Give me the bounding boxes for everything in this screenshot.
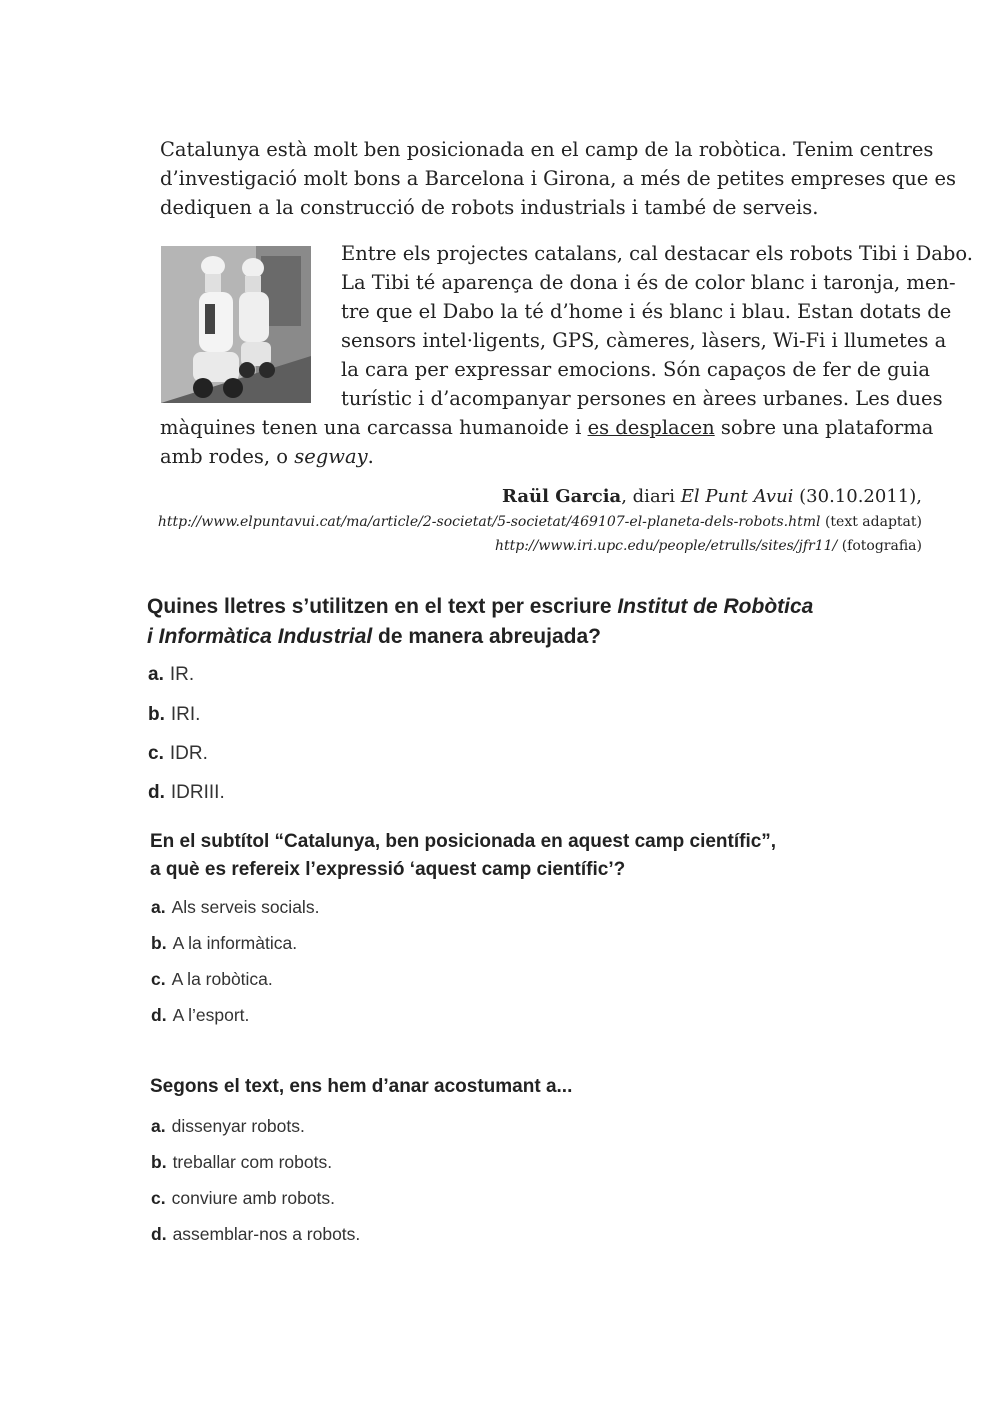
italic-term: i Informàtica Industrial: [147, 625, 373, 648]
article-line: dediquen a la construcció de robots industrials i també de serveis.: [160, 196, 819, 219]
option-letter: b.: [151, 933, 167, 953]
article-line: [160, 413, 934, 442]
option-text: Als serveis socials.: [171, 897, 320, 917]
question-line: Segons el text, ens hem d’anar acostumant a...: [150, 1076, 573, 1097]
underlined-phrase: es desplacen: [587, 416, 715, 439]
option-text: A l’esport.: [172, 1005, 250, 1025]
question-line: a què es refereix l’expressió ‘aquest camp científic’?: [150, 859, 626, 880]
question-line: [147, 622, 813, 652]
q1-option-d[interactable]: [148, 782, 225, 804]
source-url-text: [158, 514, 922, 530]
article-line: sensors intel·ligents, GPS, càmeres, làsers, Wi-Fi i llumetes a: [341, 329, 947, 352]
text-run: màquines tenen una carcassa humanoide i: [160, 416, 588, 439]
newspaper-name: El Punt Avui: [680, 486, 794, 507]
q1-option-a[interactable]: [148, 664, 194, 686]
question-1-title: [147, 592, 813, 652]
q2-option-a[interactable]: [151, 897, 319, 918]
italic-term: segway: [294, 445, 368, 468]
question-line: [147, 592, 813, 622]
option-letter: a.: [151, 1116, 166, 1136]
option-text: conviure amb robots.: [171, 1188, 336, 1208]
photo-url[interactable]: http://www.iri.upc.edu/people/etrulls/sites/jfr11/: [494, 538, 838, 554]
article-line: la cara per expressar emocions. Són capaços de fer de guia: [341, 358, 930, 381]
option-text: IRI.: [170, 704, 201, 725]
url-note: (text adaptat): [820, 514, 922, 530]
article-line: La Tibi té aparença de dona i és de color blanc i taronja, men-: [341, 271, 956, 294]
question-2-title: [150, 828, 776, 884]
option-text: IR.: [169, 664, 195, 685]
article-line: Catalunya està molt ben posicionada en el camp de la robòtica. Tenim centres: [160, 138, 934, 161]
article-line: d’investigació molt bons a Barcelona i Girona, a més de petites empreses que es: [160, 167, 957, 190]
article-paragraph-2-continuation: [160, 413, 934, 471]
article-line: [160, 442, 923, 471]
article-paragraph-2: [341, 239, 973, 413]
option-text: IDRIII.: [170, 782, 225, 803]
text-run: Quines lletres s’utilitzen en el text per escriure: [147, 595, 618, 618]
question-3-title: [150, 1073, 572, 1101]
q3-option-b[interactable]: [151, 1152, 332, 1173]
option-letter: a.: [151, 897, 166, 917]
q3-option-a[interactable]: [151, 1116, 305, 1137]
italic-term: Institut de Robòtica: [617, 595, 814, 618]
article-paragraph-1: [160, 135, 957, 222]
option-letter: c.: [151, 969, 166, 989]
robots-illustration: [161, 246, 311, 403]
photo-url-text: [495, 538, 922, 554]
article-line: tre que el Dabo la té d’home i és blanc i blau. Estan dotats de: [341, 300, 952, 323]
text-run: .: [367, 445, 374, 468]
q2-option-d[interactable]: [151, 1005, 249, 1026]
q3-option-c[interactable]: [151, 1188, 335, 1209]
option-letter: b.: [148, 704, 165, 725]
option-letter: c.: [151, 1188, 166, 1208]
option-letter: d.: [148, 782, 165, 803]
article-line: turístic i d’acompanyar persones en àrees urbanes. Les dues: [341, 387, 943, 410]
q1-option-b[interactable]: [148, 704, 200, 726]
robots-photo: [161, 246, 311, 403]
text-run: de manera abreujada?: [372, 625, 601, 648]
source-credit: [502, 486, 922, 507]
q2-option-c[interactable]: [151, 969, 273, 990]
option-letter: a.: [148, 664, 164, 685]
option-text: IDR.: [169, 743, 208, 764]
text-run: amb rodes, o: [160, 445, 295, 468]
q1-option-c[interactable]: [148, 743, 208, 765]
option-letter: d.: [151, 1005, 167, 1025]
option-text: A la informàtica.: [172, 933, 298, 953]
option-letter: c.: [148, 743, 164, 764]
q2-option-b[interactable]: [151, 933, 297, 954]
text-run: sobre una plataforma: [714, 416, 934, 439]
article-url[interactable]: http://www.elpuntavui.cat/ma/article/2-societat/5-societat/469107-el-planeta-dels-robots.html: [157, 514, 821, 530]
option-letter: b.: [151, 1152, 167, 1172]
article-line: Entre els projectes catalans, cal destacar els robots Tibi i Dabo.: [341, 242, 973, 265]
option-text: dissenyar robots.: [171, 1116, 305, 1136]
option-text: assemblar-nos a robots.: [172, 1224, 361, 1244]
author-name: Raül Garcia: [502, 486, 622, 507]
option-text: treballar com robots.: [172, 1152, 333, 1172]
publication-date: (30.10.2011),: [793, 486, 922, 507]
q3-option-d[interactable]: [151, 1224, 360, 1245]
option-text: A la robòtica.: [171, 969, 273, 989]
question-line: En el subtítol “Catalunya, ben posicionada en aquest camp científic”,: [150, 831, 777, 852]
option-letter: d.: [151, 1224, 167, 1244]
url-note: (fotografia): [837, 538, 922, 554]
text-run: , diari: [621, 486, 681, 507]
